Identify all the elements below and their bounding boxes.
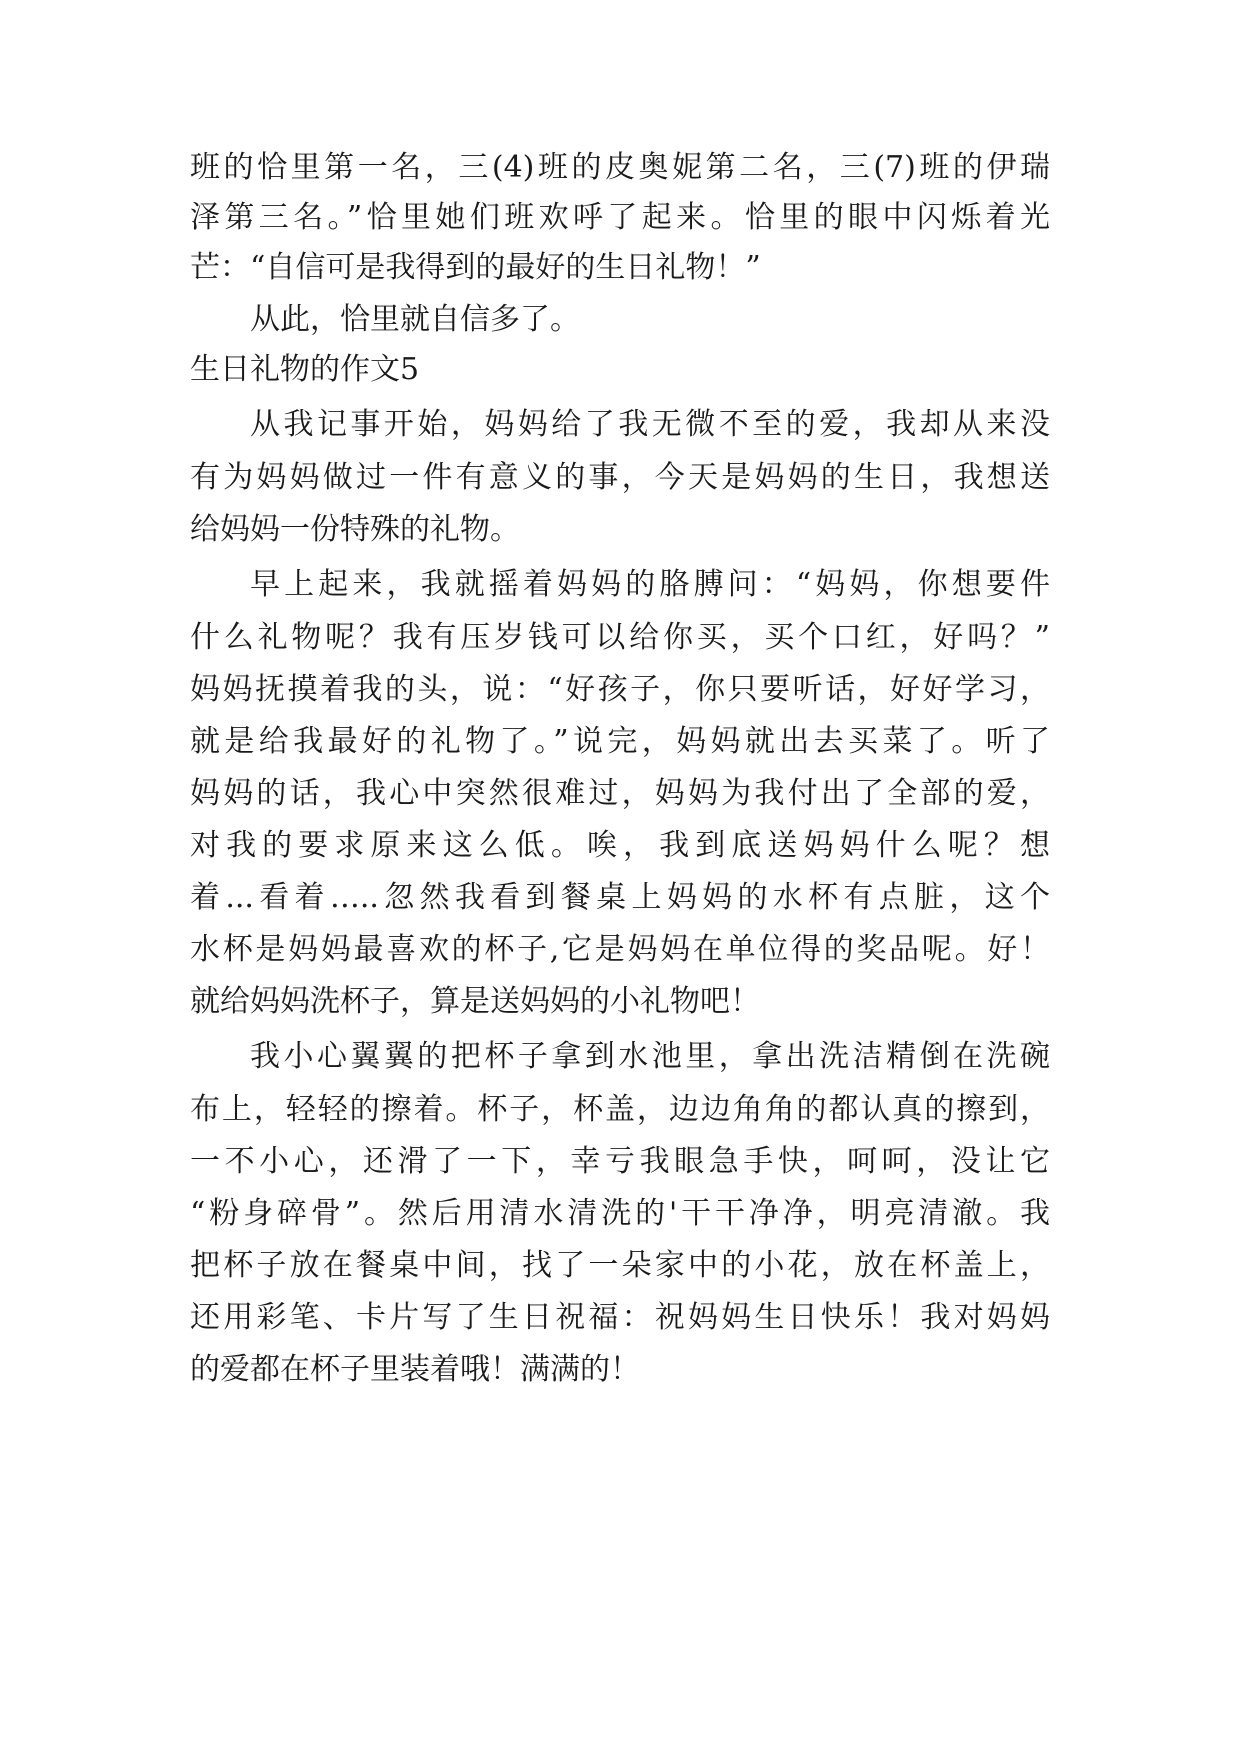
text-line: 芒：“自信可是我得到的最好的生日礼物！”	[190, 250, 761, 285]
text-line: 什么礼物呢？我有压岁钱可以给你买，买个口红，好吗？”	[190, 620, 1050, 655]
section-heading: 生日礼物的作文5	[190, 352, 420, 387]
text-line: 一不小心，还滑了一下，幸亏我眼急手快，呵呵，没让它	[190, 1144, 1050, 1179]
text-line: 给妈妈一份特殊的礼物。	[190, 512, 520, 547]
text-line: 有为妈妈做过一件有意义的事，今天是妈妈的生日，我想送	[190, 460, 1050, 495]
text-line: 就给妈妈洗杯子，算是送妈妈的小礼物吧！	[190, 984, 760, 1019]
text-line: 布上，轻轻的擦着。杯子，杯盖，边边角角的都认真的擦到，	[190, 1092, 1050, 1127]
text-line: 妈妈抚摸着我的头，说：“好孩子，你只要听话，好好学习，	[190, 672, 1050, 707]
paragraph-first-line: 我小心翼翼的把杯子拿到水池里，拿出洗洁精倒在洗碗	[250, 1039, 1050, 1074]
text-line: 对我的要求原来这么低。唉，我到底送妈妈什么呢？想	[190, 828, 1050, 863]
text-line: 泽第三名。”恰里她们班欢呼了起来。恰里的眼中闪烁着光	[190, 200, 1050, 235]
text-line: 妈妈的话，我心中突然很难过，妈妈为我付出了全部的爱，	[190, 776, 1050, 811]
text-line: 班的恰里第一名，三(4)班的皮奥妮第二名，三(7)班的伊瑞	[190, 150, 1050, 185]
paragraph-first-line: 从我记事开始，妈妈给了我无微不至的爱，我却从来没	[250, 407, 1050, 442]
text-line: 就是给我最好的礼物了。”说完，妈妈就出去买菜了。听了	[190, 724, 1050, 759]
text-line: 把杯子放在餐桌中间，找了一朵家中的小花，放在杯盖上，	[190, 1248, 1050, 1283]
text-line: “粉身碎骨”。然后用清水清洗的'干干净净，明亮清澈。我	[190, 1196, 1050, 1231]
text-line: 的爱都在杯子里装着哦！满满的！	[190, 1352, 640, 1387]
text-line: 还用彩笔、卡片写了生日祝福：祝妈妈生日快乐！我对妈妈	[190, 1300, 1050, 1335]
text-line: 着...看着…..忽然我看到餐桌上妈妈的水杯有点脏，这个	[190, 880, 1050, 915]
paragraph-first-line: 从此，恰里就自信多了。	[250, 302, 580, 337]
text-line: 水杯是妈妈最喜欢的杯子,它是妈妈在单位得的奖品呢。好！	[190, 932, 1050, 967]
paragraph-first-line: 早上起来，我就摇着妈妈的胳膊问：“妈妈，你想要件	[250, 567, 1050, 602]
